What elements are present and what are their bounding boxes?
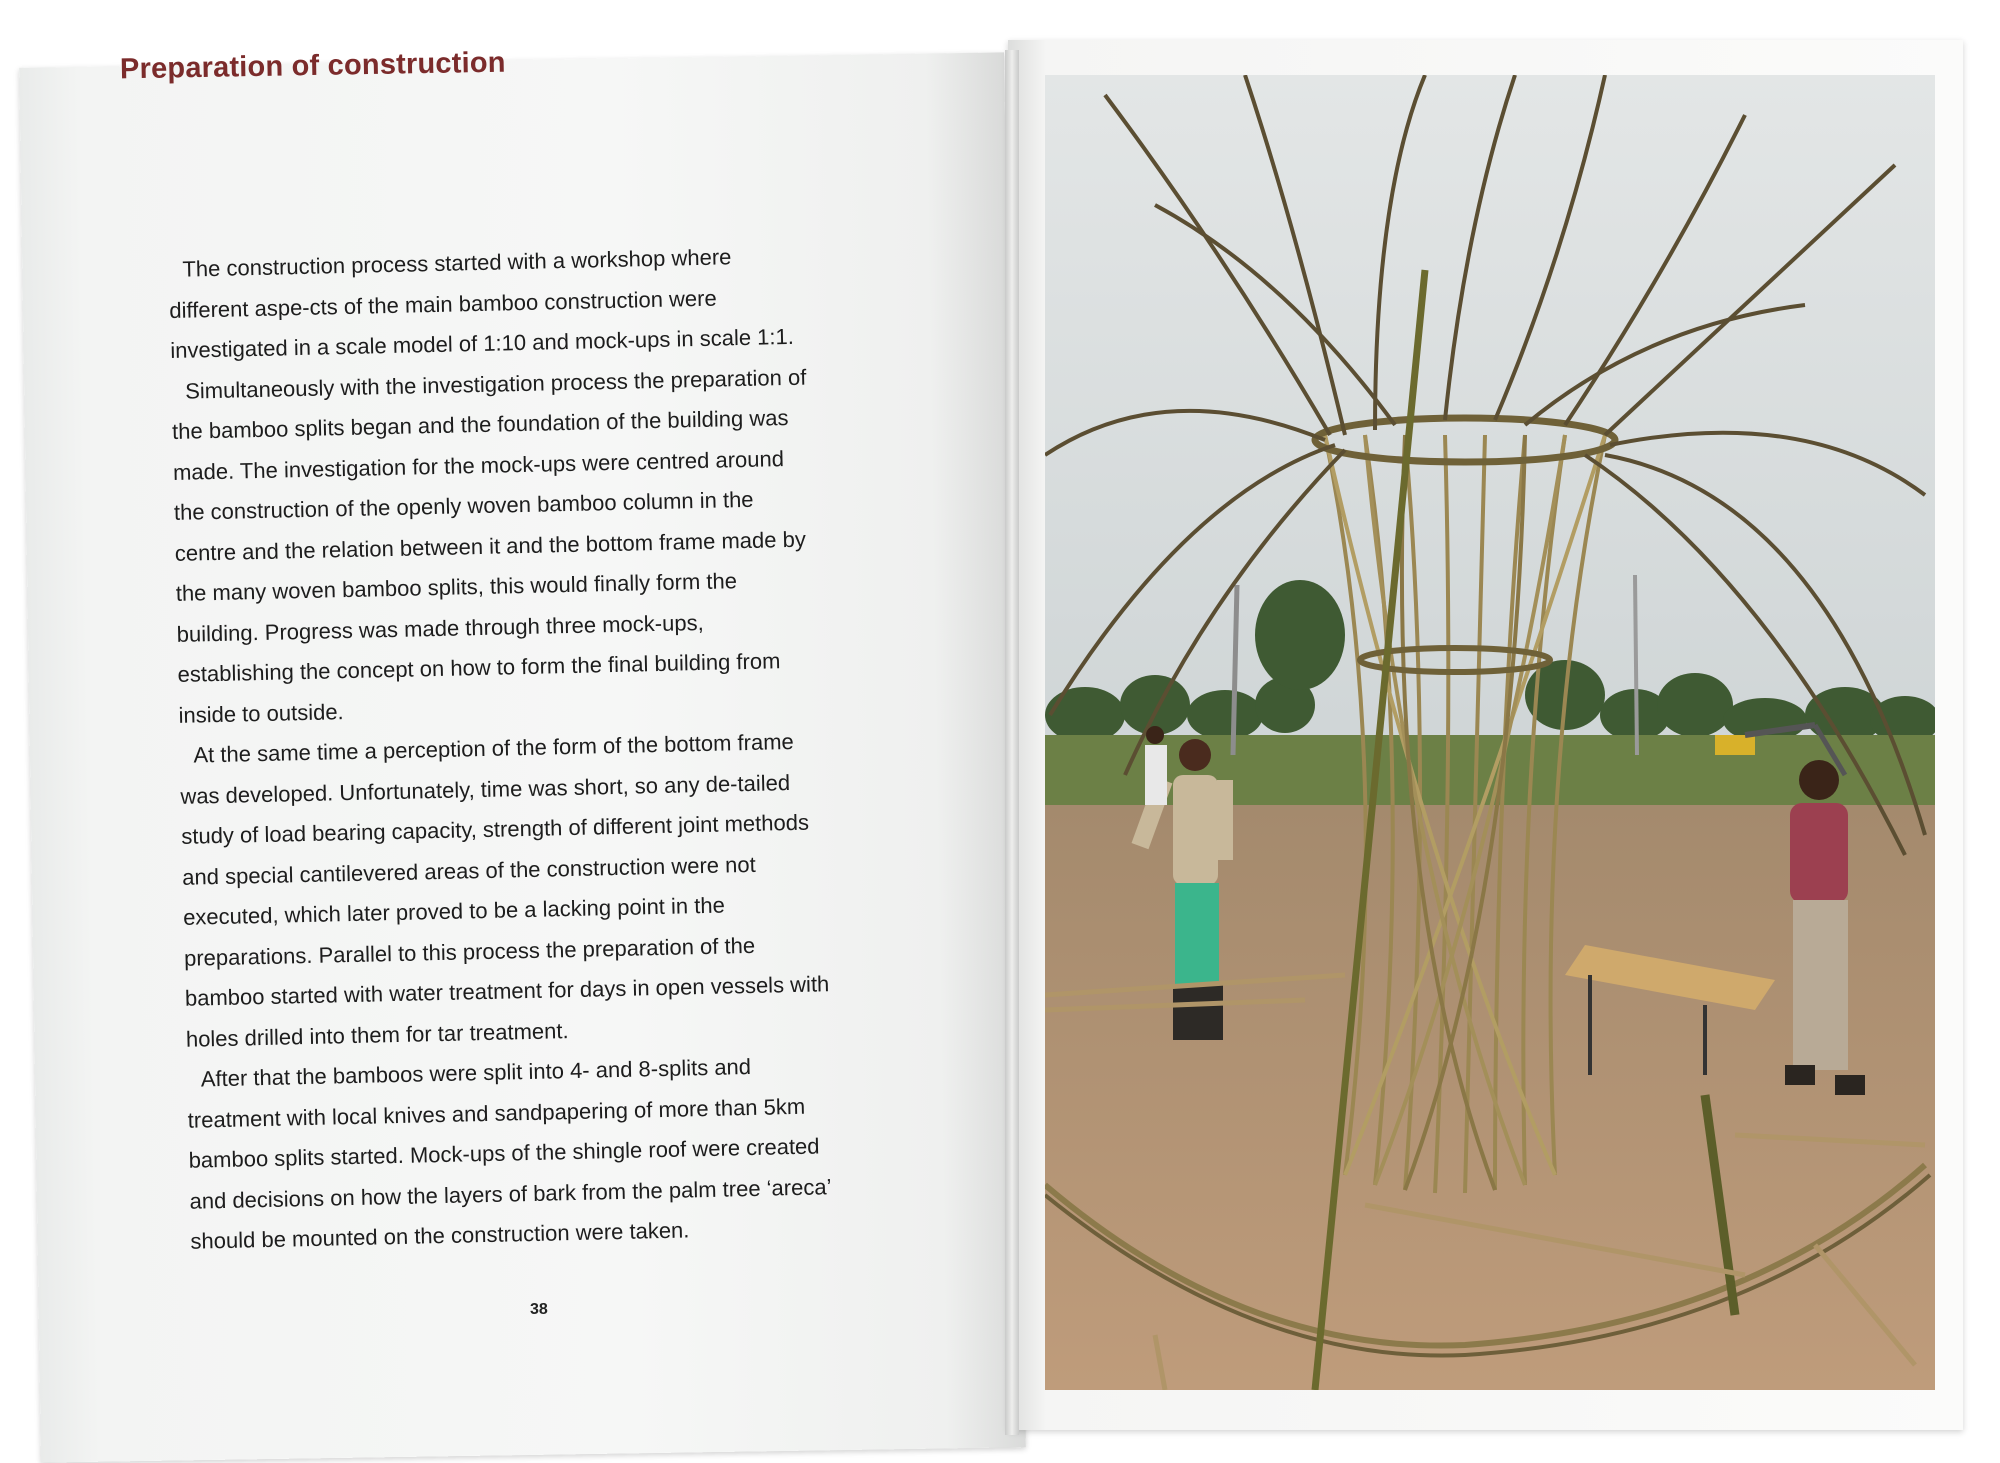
bamboo-structure-illustration: [1045, 75, 1935, 1390]
page-number: 38: [530, 1301, 548, 1318]
paragraph-4: After that the bamboos were split into 4- and 8-splits and treatment with local knives and sandpapering of more than 5km bamboo splits started. Mock-ups of the shingle roof were created and decisions on how the layers of bark from the palm tree ‘areca’ should be mounted on the construction were taken.: [187, 1053, 831, 1254]
body-text: [168, 235, 836, 1262]
paragraph-2: Simultaneously with the investigation process the preparation of the bamboo splits began and the foundation of the building was made. The investigation for the mock-ups were centred around the construction of the openly woven bamboo column in the centre and the relation between it and the bottom frame made by the many woven bamboo splits, this would finally form the building. Progress was made through three mock-ups, establishing the concept on how to form the final building from inside to outside.: [171, 364, 807, 728]
book-gutter: [1005, 50, 1019, 1435]
paragraph-3: At the same time a perception of the form of the bottom frame was developed. Unfortunately, time was short, so any de-tailed study of load bearing capacity, strength of different joint methods and special cantilevered areas of the construction were not executed, which later proved to be a lacking point in the preparations. Parallel to this process the preparation of the bamboo started with water treatment for days in open vessels with holes drilled into them for tar treatment.: [180, 728, 830, 1052]
paragraph-1: The construction process started with a workshop where different aspe-cts of the main bamboo construction were investigated in a scale model of 1:10 and mock-ups in scale 1:1.: [169, 244, 795, 363]
page-title: Preparation of construction: [119, 46, 506, 86]
construction-photo: [1045, 75, 1935, 1390]
